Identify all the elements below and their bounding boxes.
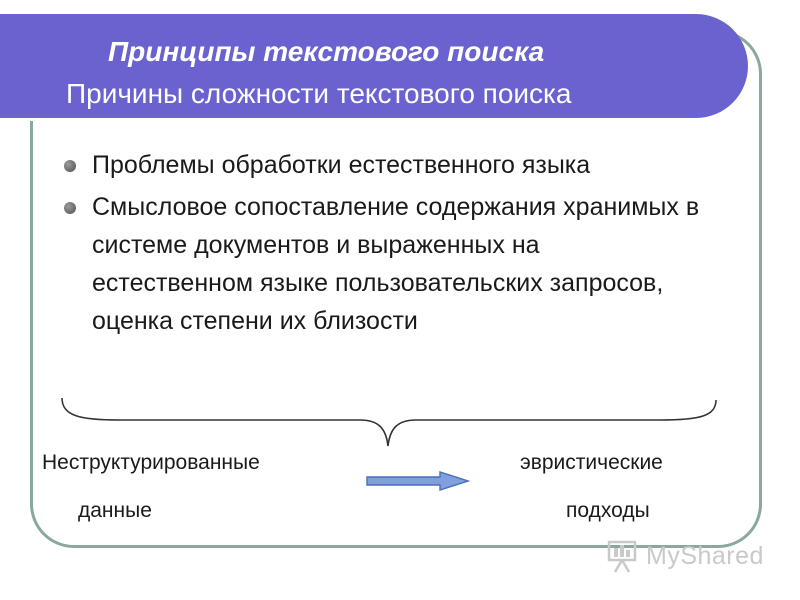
left-label-line2: данные <box>78 499 152 522</box>
presentation-board-icon <box>606 538 640 574</box>
bullet-text: Проблемы обработки естественного языка <box>92 151 591 179</box>
slide-title: Принципы текстового поиска <box>108 36 545 67</box>
bullet-dot-icon <box>64 160 76 172</box>
bullet-item <box>62 146 702 184</box>
right-label-line2: подходы <box>566 499 650 522</box>
watermark <box>606 538 764 574</box>
right-label-line1: эвристические <box>520 451 663 474</box>
right-arrow-icon <box>366 470 470 492</box>
bullet-dot-icon <box>64 202 76 214</box>
bullet-list <box>62 146 702 344</box>
curly-brace-icon <box>60 396 720 452</box>
bullet-item <box>62 188 702 340</box>
bullet-text: Смысловое сопоставление содержания хранимых в системе документов и выраженных на естественном языке пользовательских запросов, оценка степени их близости <box>92 193 700 335</box>
watermark-text: MyShared <box>646 541 764 570</box>
header-divider <box>0 118 708 121</box>
slide-header <box>0 14 748 118</box>
slide-subtitle: Причины сложности текстового поиска <box>66 78 572 109</box>
left-label-line1: Неструктурированные <box>42 451 260 474</box>
